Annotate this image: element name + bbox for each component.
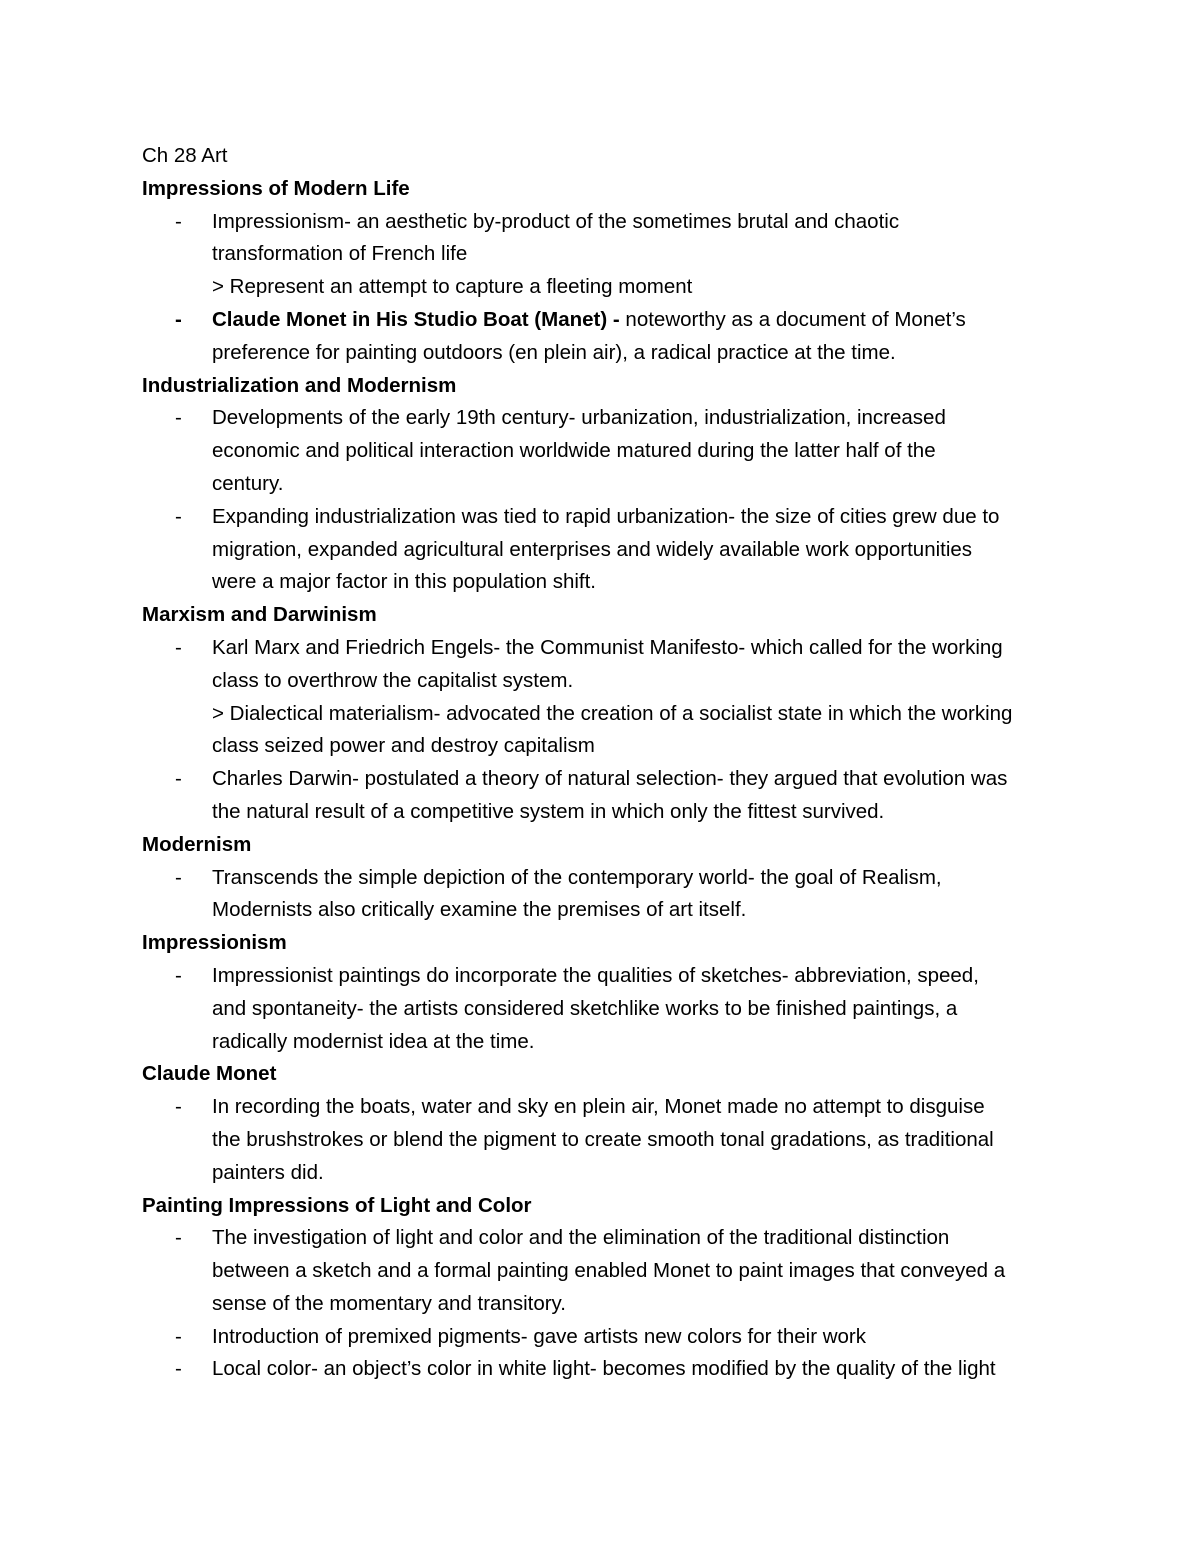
bullet-line: Developments of the early 19th century- urbanization, industrialization, increased — [212, 406, 946, 430]
bullet-line: class to overthrow the capitalist system. — [212, 668, 574, 692]
bullet-line: migration, expanded agricultural enterprises and widely available work opportunities — [212, 537, 973, 561]
bullet-item — [142, 1091, 1072, 1189]
bullet-dash: - — [175, 1095, 182, 1119]
bullet-dash: - — [175, 307, 182, 331]
bullet-line: Karl Marx and Friedrich Engels- the Communist Manifesto- which called for the working — [212, 635, 1003, 659]
bullet-item — [142, 304, 1072, 370]
section-heading: Industrialization and Modernism — [142, 373, 457, 397]
bullet-line: transformation of French life — [212, 242, 468, 266]
bullet-line: Transcends the simple depiction of the contemporary world- the goal of Realism, — [212, 865, 942, 889]
bullet-line: preference for painting outdoors (en plein air), a radical practice at the time. — [212, 340, 896, 364]
bullet-line: In recording the boats, water and sky en plein air, Monet made no attempt to disguise — [212, 1095, 985, 1119]
bullet-dash: - — [175, 1226, 182, 1250]
bullet-subpoint: > Represent an attempt to capture a fleeting moment — [212, 275, 693, 299]
bullet-line: Impressionist paintings do incorporate the qualities of sketches- abbreviation, speed, — [212, 963, 979, 987]
bullet-dash: - — [175, 635, 182, 659]
document-title: Ch 28 Art — [142, 144, 228, 167]
bullet-dash: - — [175, 406, 182, 430]
bullet-line-rest: noteworthy as a document of Monet’s — [619, 307, 966, 331]
bullet-line: economic and political interaction worldwide matured during the latter half of the — [212, 439, 936, 463]
bullet-line: painters did. — [212, 1160, 324, 1184]
bullet-line: were a major factor in this population shift. — [212, 570, 596, 594]
bullet-dash: - — [175, 963, 182, 987]
bullet-line: the brushstrokes or blend the pigment to create smooth tonal gradations, as traditional — [212, 1127, 994, 1151]
section-heading: Marxism and Darwinism — [142, 603, 377, 627]
section-heading: Impressionism — [142, 931, 287, 955]
bullet-item — [142, 1222, 1072, 1320]
bullet-dash: - — [175, 209, 182, 233]
bullet-item — [142, 206, 1072, 304]
bullet-line: Expanding industrialization was tied to rapid urbanization- the size of cities grew due to — [212, 504, 1000, 528]
bullet-dash: - — [175, 504, 182, 528]
bullet-subpoint: class seized power and destroy capitalism — [212, 734, 595, 758]
bullet-subpoint: > Dialectical materialism- advocated the creation of a socialist state in which the working — [212, 701, 1013, 725]
bullet-line: Local color- an object’s color in white light- becomes modified by the quality of the light — [212, 1357, 996, 1381]
bullet-item — [142, 862, 1072, 928]
bullet-line: The investigation of light and color and the elimination of the traditional distinction — [212, 1226, 950, 1250]
bullet-item — [142, 402, 1072, 500]
section-heading: Impressions of Modern Life — [142, 176, 410, 200]
bullet-dash: - — [175, 1324, 182, 1348]
bullet-dash: - — [175, 1357, 182, 1381]
bullet-line: and spontaneity- the artists considered sketchlike works to be finished paintings, a — [212, 996, 958, 1020]
bullet-line: the natural result of a competitive system in which only the fittest survived. — [212, 799, 885, 823]
bullet-line: Introduction of premixed pigments- gave artists new colors for their work — [212, 1324, 866, 1348]
bullet-item — [142, 960, 1072, 1058]
bullet-line: century. — [212, 471, 284, 495]
bullet-dash: - — [175, 767, 182, 791]
bullet-item — [142, 1321, 1072, 1354]
bullet-line: Modernists also critically examine the premises of art itself. — [212, 898, 747, 922]
bullet-line: radically modernist idea at the time. — [212, 1029, 535, 1053]
bullet-dash: - — [175, 865, 182, 889]
bold-artwork-title: Claude Monet in His Studio Boat (Manet) - — [212, 307, 620, 331]
bullet-item — [142, 763, 1072, 829]
bullet-item — [142, 501, 1072, 599]
bullet-line — [212, 304, 1072, 337]
section-heading: Modernism — [142, 832, 252, 856]
section-heading: Claude Monet — [142, 1062, 277, 1086]
section-heading: Painting Impressions of Light and Color — [142, 1193, 532, 1217]
bullet-item — [142, 632, 1072, 763]
document-page — [142, 140, 1072, 1386]
bullet-line: Impressionism- an aesthetic by-product of the sometimes brutal and chaotic — [212, 209, 900, 233]
bullet-line: between a sketch and a formal painting enabled Monet to paint images that conveyed a — [212, 1259, 1006, 1283]
bullet-item — [142, 1353, 1072, 1386]
bullet-line: Charles Darwin- postulated a theory of natural selection- they argued that evolution was — [212, 767, 1008, 791]
bullet-line: sense of the momentary and transitory. — [212, 1291, 566, 1315]
